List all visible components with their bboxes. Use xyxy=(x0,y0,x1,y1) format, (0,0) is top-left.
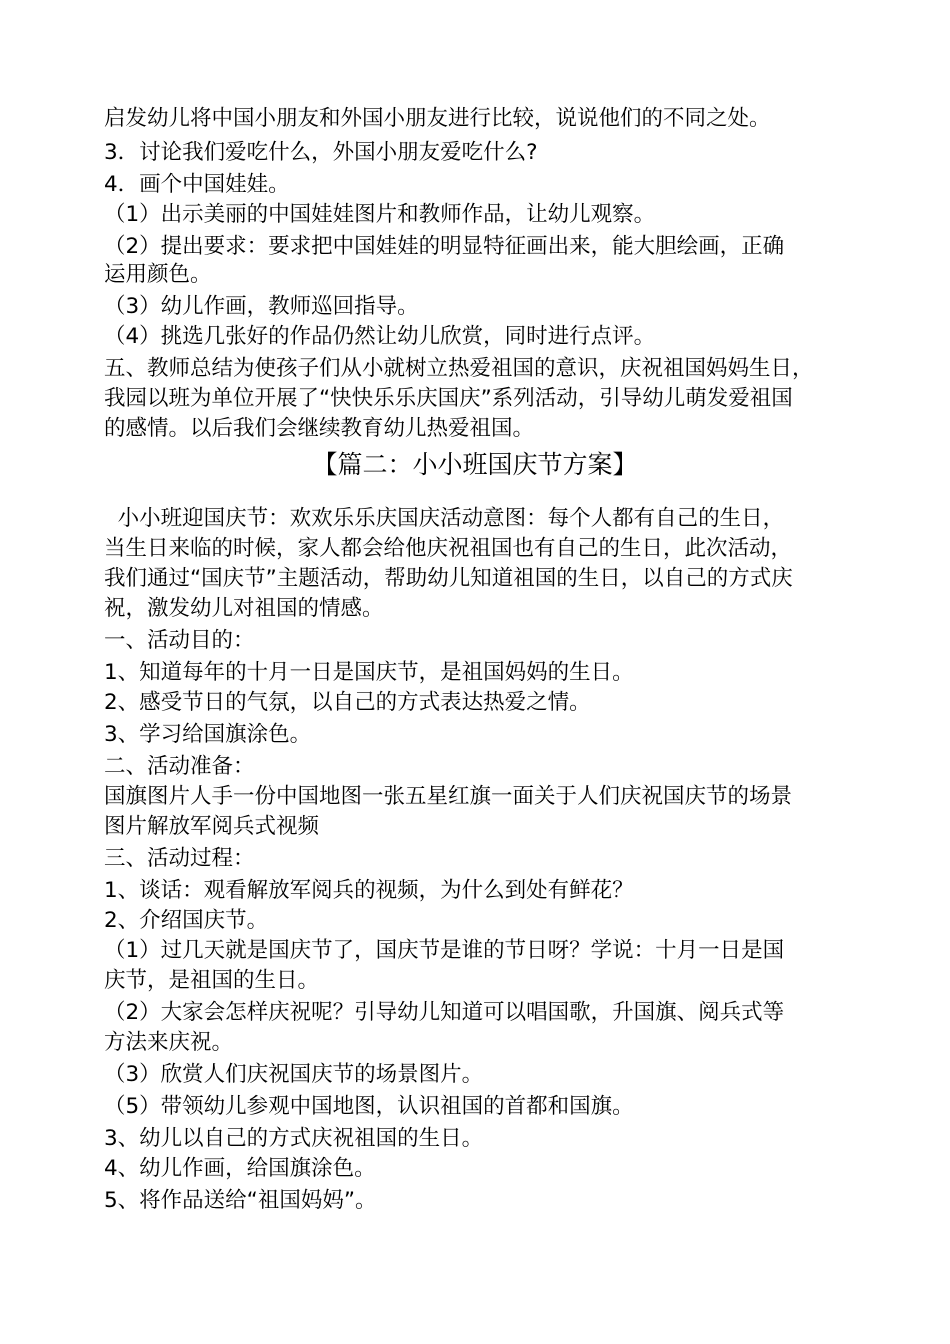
text-line: 一、活动目的： xyxy=(104,628,255,653)
text-line: 方法来庆祝。 xyxy=(104,1030,234,1055)
text-line: 2、介绍国庆节。 xyxy=(104,908,269,933)
text-line: （2）提出要求：要求把中国娃娃的明显特征画出来，能大胆绘画，正确 xyxy=(104,234,785,259)
section-title: 【篇二：小小班国庆节方案】 xyxy=(312,450,638,479)
text-line: 庆节，是祖国的生日。 xyxy=(104,968,320,993)
text-line: 1、知道每年的十月一日是国庆节，是祖国妈妈的生日。 xyxy=(104,660,634,685)
text-line: 5、将作品送给“祖国妈妈”。 xyxy=(104,1188,377,1213)
text-line: （1）过几天就是国庆节了，国庆节是谁的节日呀？学说：十月一日是国 xyxy=(104,938,785,963)
text-line: 二、活动准备： xyxy=(104,754,255,779)
text-line: 我们通过“国庆节”主题活动，帮助幼儿知道祖国的生日，以自己的方式庆 xyxy=(104,566,793,591)
text-line: 2、感受节日的气氛，以自己的方式表达热爱之情。 xyxy=(104,690,591,715)
text-line: 祝，激发幼儿对祖国的情感。 xyxy=(104,596,384,621)
text-line: （5）带领幼儿参观中国地图，认识祖国的首都和国旗。 xyxy=(104,1094,634,1119)
text-line: （1）出示美丽的中国娃娃图片和教师作品，让幼儿观察。 xyxy=(104,202,656,227)
text-line: 3、学习给国旗涂色。 xyxy=(104,722,312,747)
text-line: 启发幼儿将中国小朋友和外国小朋友进行比较，说说他们的不同之处。 xyxy=(104,106,771,131)
text-line: 4、幼儿作画，给国旗涂色。 xyxy=(104,1156,376,1181)
text-line: 3、幼儿以自己的方式庆祝祖国的生日。 xyxy=(104,1126,484,1151)
text-line: 五、教师总结为使孩子们从小就树立热爱祖国的意识，庆祝祖国妈妈生日， xyxy=(104,356,814,381)
text-line: 3．讨论我们爱吃什么，外国小朋友爱吃什么? xyxy=(104,140,538,165)
text-line: 我园以班为单位开展了“快快乐乐庆国庆”系列活动，引导幼儿萌发爱祖国 xyxy=(104,386,793,411)
text-line: 运用颜色。 xyxy=(104,262,212,287)
text-line: 图片解放军阅兵式视频 xyxy=(104,814,320,839)
text-line: 的感情。以后我们会继续教育幼儿热爱祖国。 xyxy=(104,416,535,441)
text-line: 当生日来临的时候，家人都会给他庆祝祖国也有自己的生日，此次活动， xyxy=(104,536,793,561)
text-line: 小小班迎国庆节：欢欢乐乐庆国庆活动意图：每个人都有自己的生日， xyxy=(104,506,785,531)
text-line: 三、活动过程： xyxy=(104,846,255,871)
text-line: 国旗图片人手一份中国地图一张五星红旗一面关于人们庆祝国庆节的场景 xyxy=(104,784,793,809)
text-line: （2）大家会怎样庆祝呢？引导幼儿知道可以唱国歌，升国旗、阅兵式等 xyxy=(104,1000,785,1025)
text-line: （4）挑选几张好的作品仍然让幼儿欣赏，同时进行点评。 xyxy=(104,324,656,349)
text-line: （3）欣赏人们庆祝国庆节的场景图片。 xyxy=(104,1062,484,1087)
text-line: 1、谈话：观看解放军阅兵的视频，为什么到处有鲜花？ xyxy=(104,878,634,903)
text-line: （3）幼儿作画，教师巡回指导。 xyxy=(104,294,419,319)
text-line: 4．画个中国娃娃。 xyxy=(104,172,290,197)
